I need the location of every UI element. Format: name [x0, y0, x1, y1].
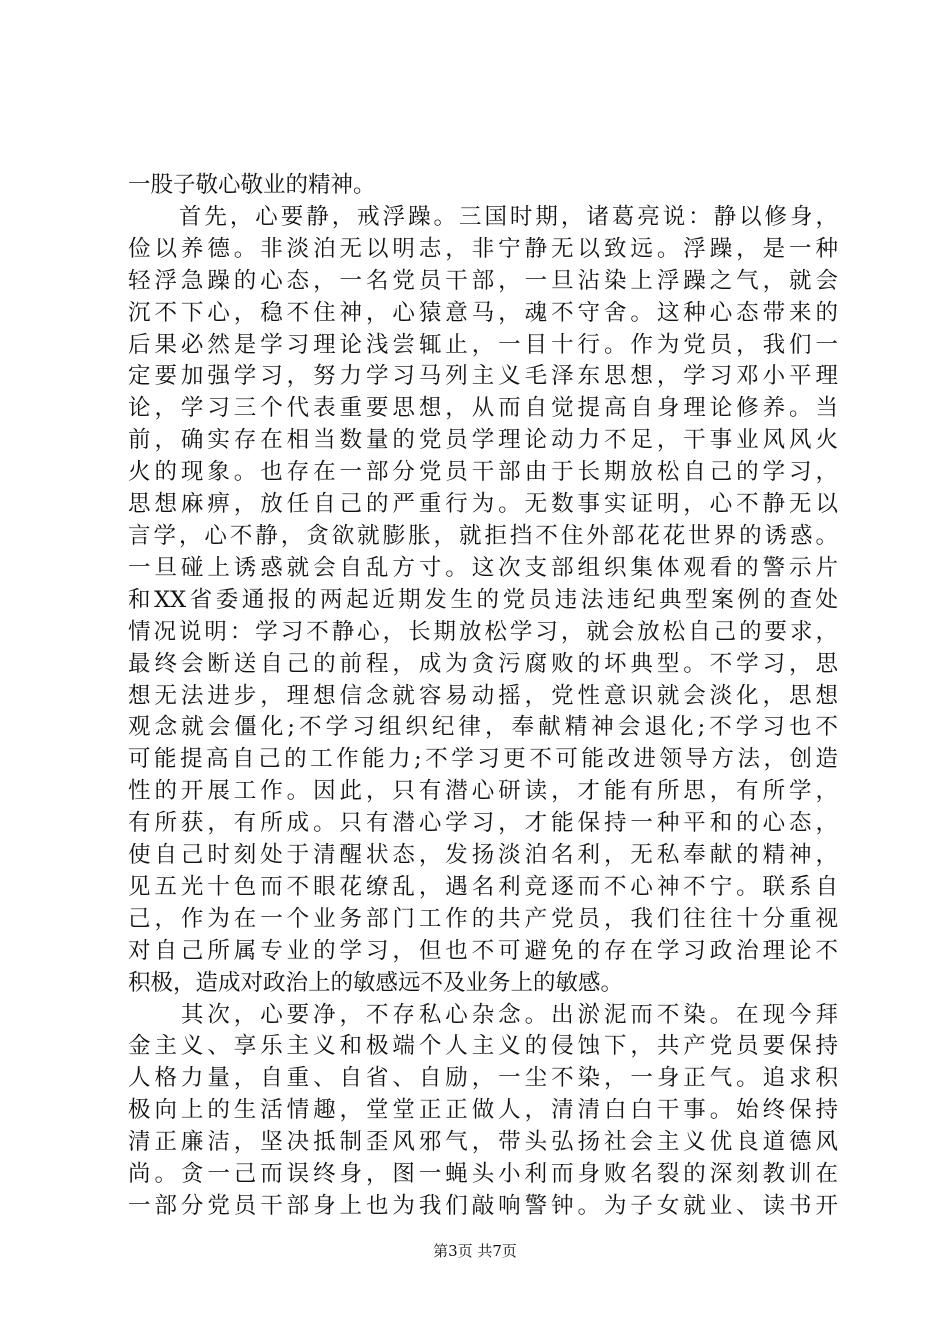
text-line: 尚。贪一己而误终身，图一蝇头小利而身败名裂的深刻教训在 — [128, 1161, 838, 1188]
text-line: 前，确实存在相当数量的党员学理论动力不足，干事业风风火 — [128, 427, 838, 454]
text-line: 观念就会僵化;不学习组织纪律，奉献精神会退化;不学习也不 — [128, 714, 838, 741]
text-line: 一旦碰上诱惑就会自乱方寸。这次支部组织集体观看的警示片 — [128, 554, 838, 581]
text-line: 性的开展工作。因此，只有潜心研读，才能有所思，有所学， — [128, 778, 838, 805]
text-line: 见五光十色而不眼花缭乱，遇名利竞逐而不心神不宁。联系自 — [128, 873, 838, 900]
text-line: 火的现象。也存在一部分党员干部由于长期放松自己的学习， — [128, 459, 838, 486]
body-text — [128, 170, 838, 1223]
text-line: 言学，心不静，贪欲就膨胀，就拒挡不住外部花花世界的诱惑。 — [128, 522, 838, 549]
text-line: 最终会断送自己的前程，成为贪污腐败的坏典型。不学习，思 — [128, 650, 838, 677]
text-line: 一股子敬心敬业的精神。 — [128, 172, 376, 198]
text-line: 其次，心要净，不存私心杂念。出淤泥而不染。在现今拜 — [128, 1001, 838, 1028]
text-line: 情况说明：学习不静心，长期放松学习，就会放松自己的要求， — [128, 618, 838, 645]
text-line: 己，作为在一个业务部门工作的共产党员，我们往往十分重视 — [128, 905, 838, 932]
text-line: 人格力量，自重、自省、自励，一尘不染，一身正气。追求积 — [128, 1065, 838, 1092]
text-line: 思想麻痹，放任自己的严重行为。无数事实证明，心不静无以 — [128, 491, 838, 518]
text-line: 轻浮急躁的心态，一名党员干部，一旦沾染上浮躁之气，就会 — [128, 267, 838, 294]
text-line: 使自己时刻处于清醒状态，发扬淡泊名利，无私奉献的精神， — [128, 842, 838, 869]
text-line: 有所获，有所成。只有潜心学习，才能保持一种平和的心态， — [128, 810, 838, 837]
text-line: 俭以养德。非淡泊无以明志，非宁静无以致远。浮躁，是一种 — [128, 235, 838, 262]
text-line: 极向上的生活情趣，堂堂正正做人，清清白白干事。始终保持 — [128, 1097, 838, 1124]
text-line: 可能提高自己的工作能力;不学习更不可能改进领导方法，创造 — [128, 746, 838, 773]
text-line: 论，学习三个代表重要思想，从而自觉提高自身理论修养。当 — [128, 395, 838, 422]
text-line: 对自己所属专业的学习，但也不可避免的存在学习政治理论不 — [128, 937, 838, 964]
text-line: 积极，造成对政治上的敏感远不及业务上的敏感。 — [128, 969, 624, 996]
text-line: 后果必然是学习理论浅尝辄止，一目十行。作为党员，我们一 — [128, 331, 838, 358]
text-line: 和XX省委通报的两起近期发生的党员违法违纪典型案例的查处 — [128, 586, 838, 613]
text-line: 定要加强学习，努力学习马列主义毛泽东思想，学习邓小平理 — [128, 363, 838, 390]
text-line: 首先，心要静，戒浮躁。三国时期，诸葛亮说：静以修身， — [128, 203, 838, 230]
text-line: 金主义、享乐主义和极端个人主义的侵蚀下，共产党员要保持 — [128, 1033, 838, 1060]
page-footer: 第3页 共7页 — [433, 1242, 517, 1260]
text-line: 想无法进步，理想信念就容易动摇，党性意识就会淡化，思想 — [128, 682, 838, 709]
text-line: 一部分党员干部身上也为我们敲响警钟。为子女就业、读书开 — [128, 1193, 838, 1219]
text-line: 清正廉洁，坚决抵制歪风邪气，带头弘扬社会主义优良道德风 — [128, 1129, 838, 1156]
text-line: 沉不下心，稳不住神，心猿意马，魂不守舍。这种心态带来的 — [128, 299, 838, 326]
